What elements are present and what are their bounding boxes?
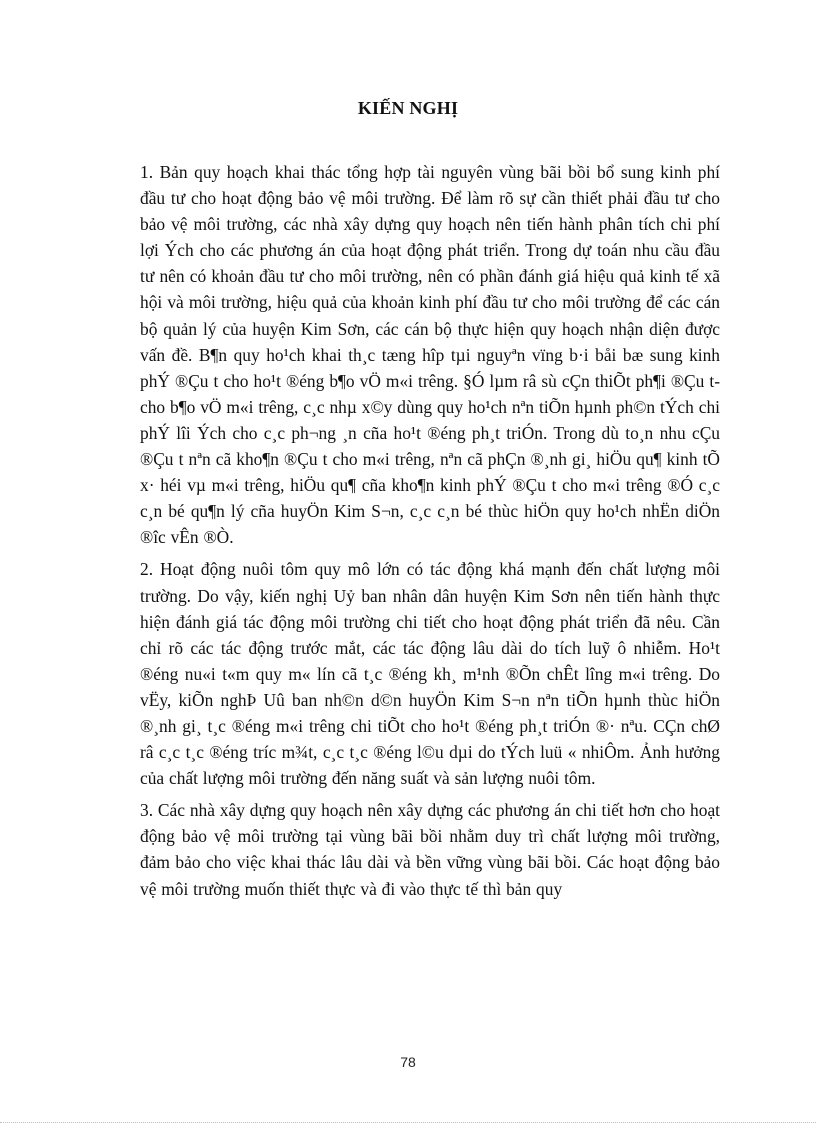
paragraph-1: 1. Bản quy hoạch khai thác tổng hợp tài nguyên vùng bãi bồi bổ sung kinh phí đầu tư cho hoạt động bảo vệ môi trường. Để làm rõ sự cần thiết phải đầu tư cho bảo vệ môi trường, các nhà xây dựng quy hoạch nên tiến hành phân tích chi phí lợi Ých cho các phương án của hoạt động phát triển. Trong dự toán nhu cầu đầu tư nên có khoản đầu tư cho môi trường, nên có phần đánh giá hiệu quả kinh tế xã hội và môi trường, hiệu quả của khoản kinh phí đầu tư cho môi trường để các cán bộ quản lý của huyện Kim Sơn, các cán bộ thực hiện quy hoạch nhận diện được vấn đề. B¶n quy ho¹ch khai th¸c tæng hîp tµi nguyªn vïng b·i båi bæ sung kinh phÝ ®Çu t cho ho¹t ®éng b¶o vÖ m«i trêng. §Ó lµm râ sù cÇn thiÕt ph¶i ®Çu t cho b¶o vÖ m«i trêng, c¸c nhµ x©y dùng quy ho¹ch nªn tiÕn hµnh ph©n tÝch chi phÝ lîi Ých cho c¸c ph¬ng ¸n cña ho¹t ®éng ph¸t triÓn. Trong dù to¸n nhu cÇu ®Çu t nªn cã kho¶n ®Çu t cho m«i trêng, nªn cã phÇn ®¸nh gi¸ hiÖu qu¶ kinh tÕ x· héi vµ m«i trêng, hiÖu qu¶ cña kho¶n kinh phÝ ®Çu t cho m«i trêng ®Ó c¸c c¸n bé qu¶n lý cña huyÖn Kim S¬n, c¸c c¸n bé thùc hiÖn quy ho¹ch nhËn diÖn ®îc vÊn ®Ò. [140,162,720,548]
page-title: KIẾN NGHỊ [357,98,459,118]
page-number: 78 [400,1054,416,1070]
paragraph-2: 2. Hoạt động nuôi tôm quy mô lớn có tác động khá mạnh đến chất lượng môi trường. Do vậy, kiến nghị Uỷ ban nhân dân huyện Kim Sơn nên tiến hành thực hiện đánh giá tác động môi trường chi tiết cho hoạt động phát triển đã nêu. Cần chỉ rõ các tác động trước mắt, các tác động lâu dài do tích luỹ ô nhiễm. Ho¹t ®éng nu«i t«m quy m« lín cã t¸c ®éng kh¸ m¹nh ®Õn chÊt lîng m«i trêng. Do vËy, kiÕn nghÞ Uû ban nh©n d©n huyÖn Kim S¬n nªn tiÕn hµnh thùc hiÖn ®¸nh gi¸ t¸c ®éng m«i trêng chi tiÕt cho ho¹t ®éng ph¸t triÓn ®· nªu. CÇn chØ râ c¸c t¸c ®éng tríc m¾t, c¸c t¸c ®éng l©u dµi do tÝch luü « nhiÔm. Ảnh hưởng của chất lượng môi trường đến năng suất và sản lượng nuôi tôm. [140,559,720,789]
paragraph-3: 3. Các nhà xây dựng quy hoạch nên xây dựng các phương án chi tiết hơn cho hoạt động bảo vệ môi trường tại vùng bãi bồi nhằm duy trì chất lượng môi trường, đảm bảo cho việc khai thác lâu dài và bền vững vùng bãi bồi. Các hoạt động bảo vệ môi trường muốn thiết thực và đi vào thực tế thì bản quy [140,800,720,899]
document-body [140,159,720,908]
